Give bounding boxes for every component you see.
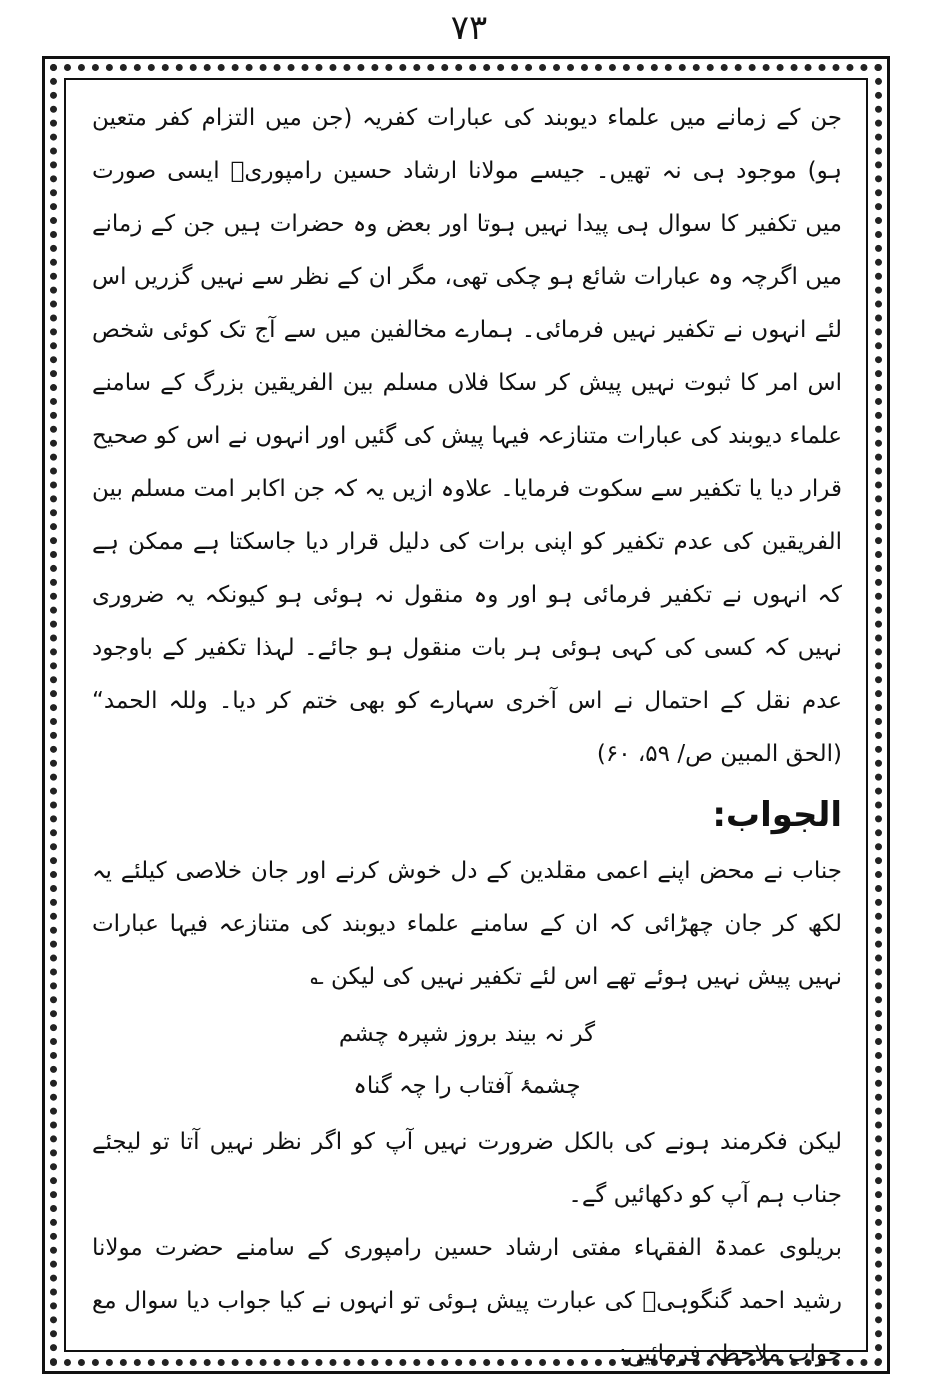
answer-paragraph: جناب نے محض اپنے اعمی مقلدین کے دل خوش کرنے اور جان خلاصی کیلئے یہ لکھ کر جان چھڑائی کہ ان کے سامنے علماء دیوبند کی متنازعہ فیہا عبارات نہیں پیش نہیں ہوئے تھے اس لئے تکفیر نہیں کی لیکن ؎ [92,858,842,990]
couplet-verse-1: گر نہ بیند بروز شپرہ چشم [338,1021,596,1047]
answer-heading: الجواب: [712,795,842,835]
couplet-verse-2: چشمۂ آفتاب را چہ گناہ [353,1073,581,1099]
persian-couplet [92,1008,842,1112]
reassurance-paragraph: لیکن فکرمند ہونے کی بالکل ضرورت نہیں آپ کو اگر نظر نہیں آتا تو لیجئے جناب ہم آپ کو دکھائیں گے۔ [92,1129,842,1208]
quoted-paragraph: جن کے زمانے میں علماء دیوبند کی عبارات کفریہ (جن میں التزام کفر متعین ہو) موجود ہی نہ تھیں۔ جیسے مولانا ارشاد حسین رامپوریؒ ایسی صورت میں تکفیر کا سوال ہی پیدا نہیں ہوتا اور بعض وہ حضرات ہیں جن کے زمانے میں اگرچہ وہ عبارات شائع ہو چکی تھی، مگر ان کے نظر سے نہیں گزریں اس لئے انہوں نے تکفیر نہیں فرمائی۔ ہمارے مخالفین میں سے آج تک کوئی شخص اس امر کا ثبوت نہیں پیش کر سکا فلاں مسلم بین الفریقین بزرگ کے سامنے علماء دیوبند کی عبارات متنازعہ فیہا پیش کی گئیں اور انہوں نے اس کو صحیح قرار دیا یا تکفیر سے سکوت فرمایا۔ علاوہ ازیں یہ کہ جن اکابر امت مسلم بین الفریقین کی عدم تکفیر کو اپنی برات کی دلیل قرار دیا جاسکتا ہے ممکن ہے کہ انہوں نے تکفیر فرمائی ہو اور وہ منقول نہ ہوئی ہو کیونکہ یہ ضروری نہیں کہ کسی کی کہی ہوئی ہر بات منقول ہو جائے۔ لہذا تکفیر کے باوجود عدم نقل کے احتمال نے اس آخری سہارے کو بھی ختم کر دیا۔ وللہ الحمد“ (الحق المبین ص/ ۵۹، ۶۰) [92,105,842,767]
page-number: ۷۳ [450,8,488,48]
closing-paragraph: بریلوی عمدۃ الفقہاء مفتی ارشاد حسین رامپوری کے سامنے حضرت مولانا رشید احمد گنگوہیؒ کی عبارت پیش ہوئی تو انہوں نے کیا جواب دیا سوال مع جواب ملاحظہ فرمائیں: [92,1235,842,1367]
page-content [92,92,842,1367]
